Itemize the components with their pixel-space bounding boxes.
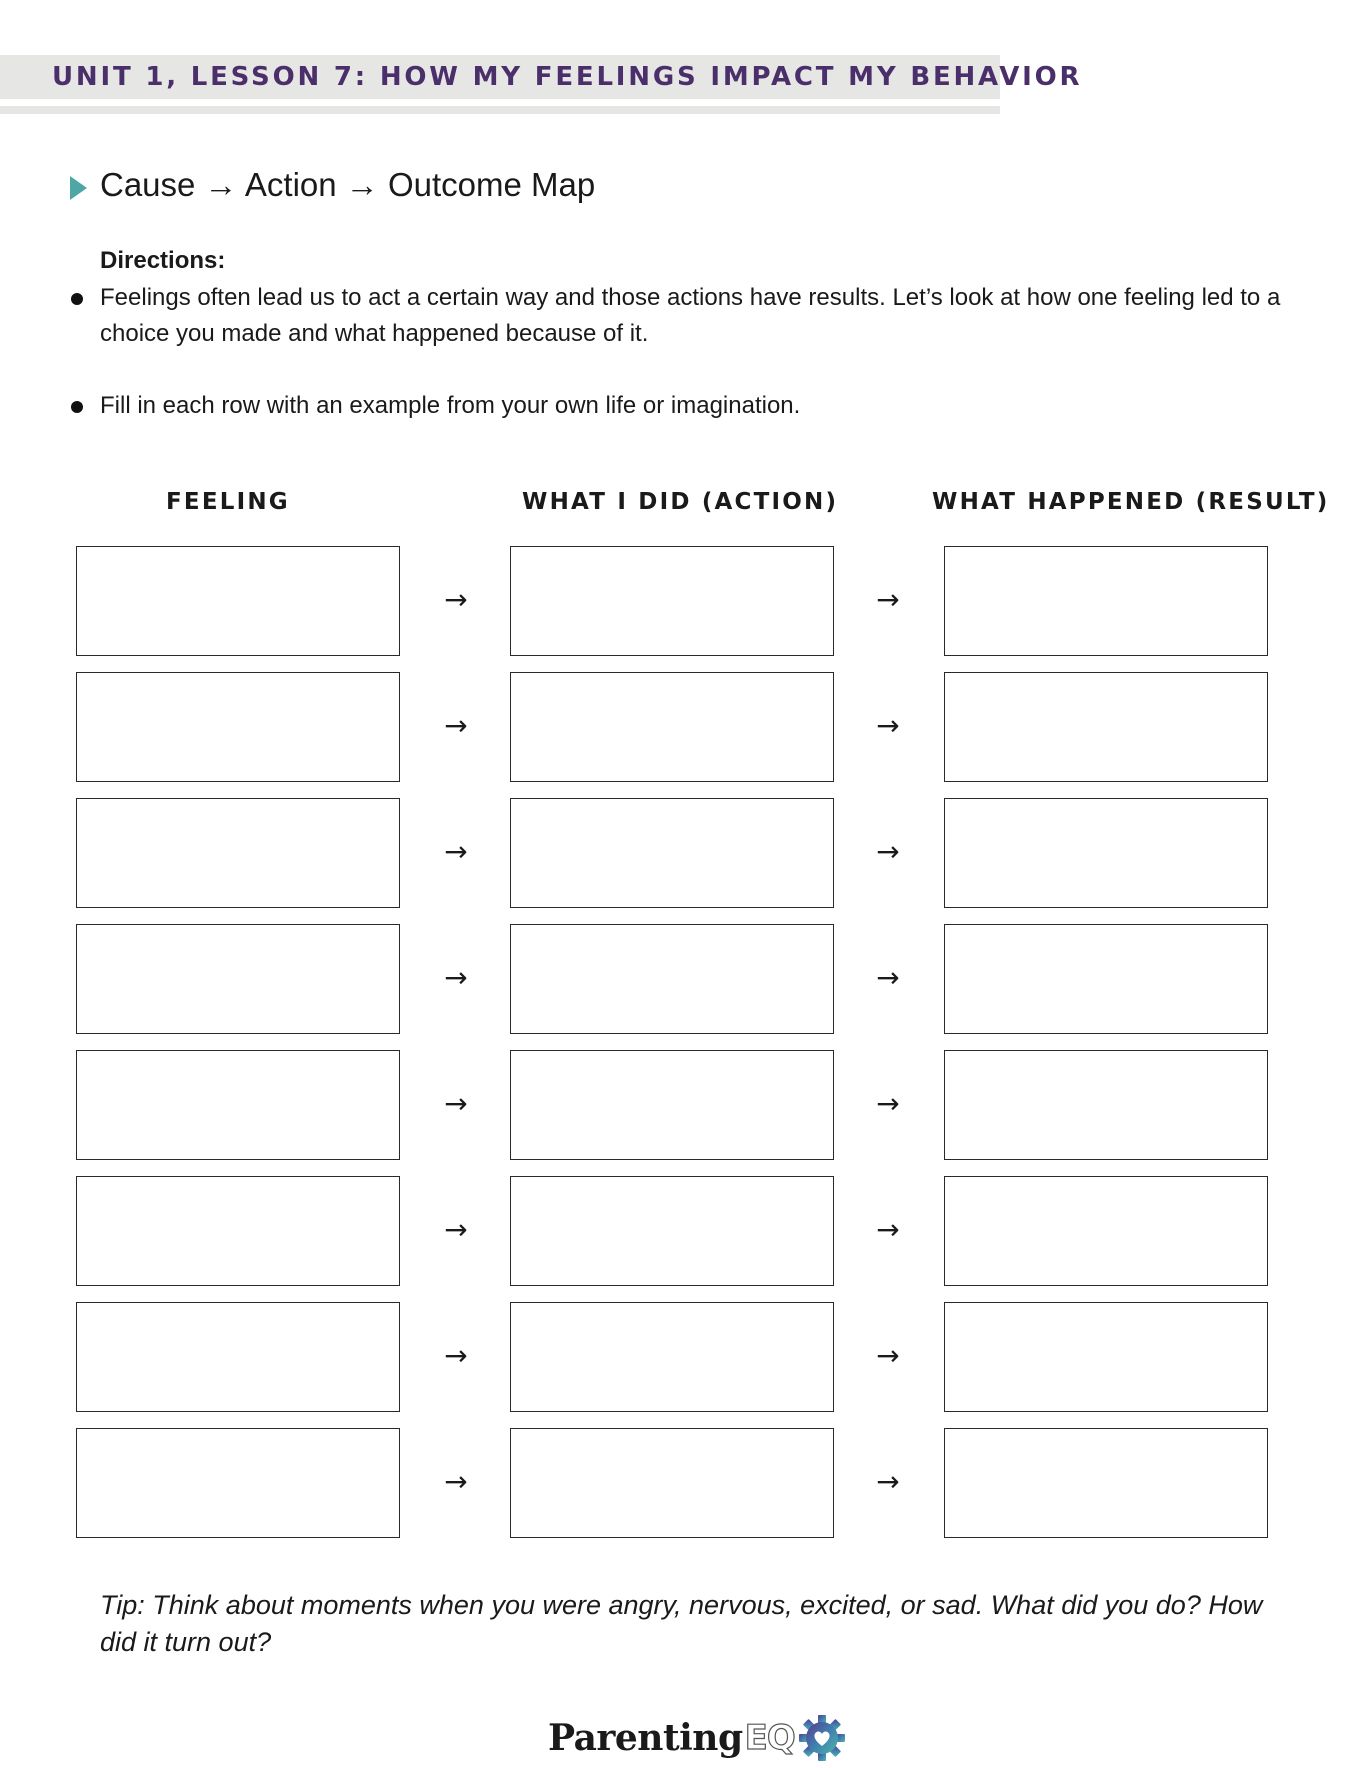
direction-bullet-2: Fill in each row with an example from your own life or imagination.: [100, 388, 1290, 424]
column-header-feeling: FEELING: [166, 489, 290, 515]
arrow-right-icon: →: [876, 1339, 900, 1372]
action-box[interactable]: [510, 1050, 834, 1160]
map-row: [0, 798, 1358, 910]
result-box[interactable]: [944, 924, 1268, 1034]
arrow-right-icon: →: [876, 961, 900, 994]
feeling-box[interactable]: [76, 798, 400, 908]
arrow-right-icon: →: [444, 709, 468, 742]
result-box[interactable]: [944, 798, 1268, 908]
arrow-right-icon: →: [444, 1339, 468, 1372]
action-box[interactable]: [510, 924, 834, 1034]
map-row: [0, 1302, 1358, 1414]
gear-heart-icon: [797, 1713, 847, 1763]
arrow-right-icon: →: [876, 835, 900, 868]
result-box[interactable]: [944, 546, 1268, 656]
result-box[interactable]: [944, 1176, 1268, 1286]
arrow-right-icon: →: [876, 1087, 900, 1120]
feeling-box[interactable]: [76, 1302, 400, 1412]
arrow-right-icon: →: [876, 1465, 900, 1498]
directions-label: Directions:: [100, 247, 226, 274]
map-row: [0, 1176, 1358, 1288]
action-box[interactable]: [510, 546, 834, 656]
action-box[interactable]: [510, 798, 834, 908]
map-row: [0, 672, 1358, 784]
logo-word: Parenting: [548, 1717, 743, 1759]
feeling-box[interactable]: [76, 1176, 400, 1286]
map-row: [0, 1428, 1358, 1540]
map-row: [0, 546, 1358, 658]
parenting-eq-logo: [548, 1708, 847, 1768]
tip-text: Tip: Think about moments when you were angry, nervous, excited, or sad. What did you do? How did it turn out?: [100, 1590, 1263, 1657]
arrow-right-icon: →: [444, 1087, 468, 1120]
feeling-box[interactable]: [76, 1428, 400, 1538]
triangle-right-icon: [70, 176, 87, 200]
result-box[interactable]: [944, 1050, 1268, 1160]
logo-eq: EQ: [744, 1718, 795, 1758]
arrow-right-icon: →: [444, 1465, 468, 1498]
feeling-box[interactable]: [76, 1050, 400, 1160]
arrow-right-icon: →: [444, 835, 468, 868]
feeling-box[interactable]: [76, 924, 400, 1034]
action-box[interactable]: [510, 672, 834, 782]
map-row: [0, 1050, 1358, 1162]
column-header-action: WHAT I DID (ACTION): [522, 489, 839, 515]
arrow-right-icon: →: [444, 1213, 468, 1246]
result-box[interactable]: [944, 1302, 1268, 1412]
result-box[interactable]: [944, 1428, 1268, 1538]
direction-bullet-1: Feelings often lead us to act a certain way and those actions have results. Let’s look at how one feeling led to a choice you made and what happened because of it.: [100, 280, 1290, 352]
action-box[interactable]: [510, 1176, 834, 1286]
arrow-right-icon: →: [876, 583, 900, 616]
feeling-box[interactable]: [76, 672, 400, 782]
action-box[interactable]: [510, 1302, 834, 1412]
column-header-result: WHAT HAPPENED (RESULT): [932, 489, 1330, 515]
arrow-right-icon: →: [444, 583, 468, 616]
section-title: Cause → Action → Outcome Map: [100, 166, 596, 203]
result-box[interactable]: [944, 672, 1268, 782]
arrow-right-icon: →: [876, 709, 900, 742]
map-row: [0, 924, 1358, 1036]
lesson-title: UNIT 1, LESSON 7: HOW MY FEELINGS IMPACT MY BEHAVIOR: [52, 62, 1083, 92]
action-box[interactable]: [510, 1428, 834, 1538]
arrow-right-icon: →: [444, 961, 468, 994]
feeling-box[interactable]: [76, 546, 400, 656]
header-underline: [0, 106, 1000, 114]
arrow-right-icon: →: [876, 1213, 900, 1246]
